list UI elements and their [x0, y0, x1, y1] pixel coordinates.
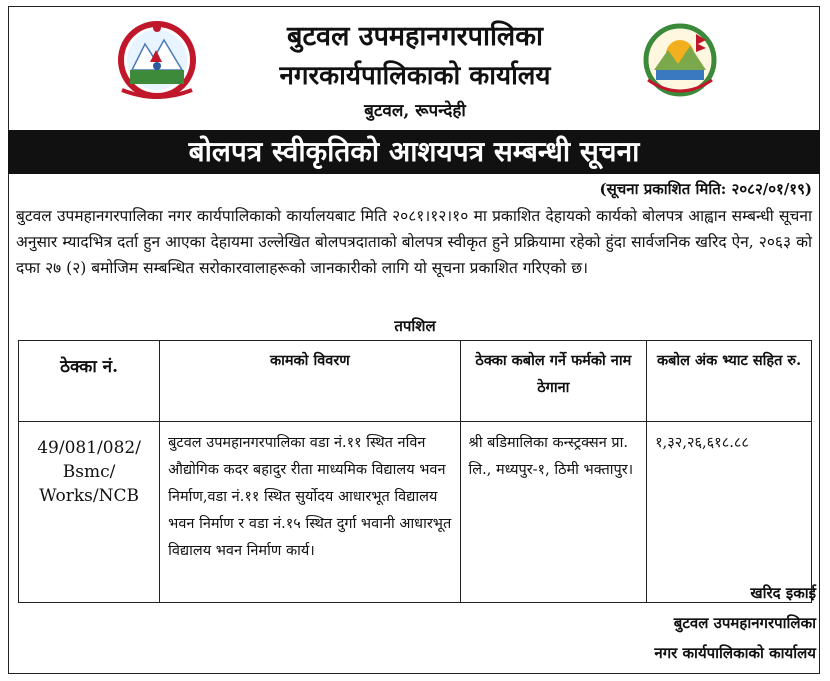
bidder-cell: श्री बडिमालिका कन्स्ट्रक्सन प्रा. लि., मध्यपुर-१, ठिमी भक्तापुर। — [460, 422, 647, 603]
col-contract-no: ठेक्का नं. — [19, 341, 160, 422]
notice-body: बुटवल उपमहानगरपालिका नगर कार्यपालिकाको कार्यालयबाट मिति २०८१।१२।१० मा प्रकाशित देहायको कार्यको बोलपत्र आह्वान सम्बन्धी सूचना अनुसार म्यादभित्र दर्ता हुन आएका देहायमा उल्लेखित बोलपत्रदाताको बोलपत्र स्वीकृत हुने प्रक्रियामा रहेको हुंदा सार्वजनिक खरिद ऐन, २०६३ को दफा २७ (२) बमोजिम सम्बन्धित सरोकारवालाहरूको जानकारीको लागि यो सूचना प्रकाशित गरिएको छ। — [16, 207, 812, 277]
signature-unit: खरिद इकाई — [750, 584, 816, 602]
notice-title: बोलपत्र स्वीकृतिको आशयपत्र सम्बन्धी सूचना — [8, 130, 820, 174]
schedule-heading: तपशिल — [394, 317, 436, 335]
signature-office: नगर कार्यपालिकाको कार्यालय — [654, 644, 816, 662]
col-bid-amount: कबोल अंक भ्याट सहित रु. — [647, 341, 812, 422]
col-bidder-name: ठेक्का कबोल गर्ने फर्मको नाम ठेगाना — [460, 341, 647, 422]
amount-cell: १,३२,२६,६१८.८८ — [647, 422, 812, 603]
table-header-row — [19, 341, 812, 422]
bid-table — [18, 340, 812, 603]
col-work-description: कामको विवरण — [160, 341, 460, 422]
contract-no-cell: 49/081/082/ Bsmc/ Works/NCB — [19, 422, 160, 603]
publish-date: (सूचना प्रकाशित मिति: २०८२/०१/१९) — [599, 180, 812, 198]
location-line: बुटवल, रूपन्देही — [364, 101, 466, 121]
municipality-title: बुटवल उपमहानगरपालिका — [287, 21, 543, 52]
table-row — [19, 422, 812, 603]
signature-municipality: बुटवल उपमहानगरपालिका — [673, 614, 816, 632]
work-description-cell: बुटवल उपमहानगरपालिका वडा नं.११ स्थित नविन औद्योगिक कदर बहादुर रीता माध्यमिक विद्यालय भवन निर्माण,वडा नं.११ स्थित सुर्योदय आधारभूत विद्यालय भवन निर्माण र वडा नं.१५ स्थित दुर्गा भवानी आधारभूत विद्यालय भवन निर्माण कार्य। — [160, 422, 460, 603]
office-title: नगरकार्यपालिकाको कार्यालय — [279, 61, 551, 91]
